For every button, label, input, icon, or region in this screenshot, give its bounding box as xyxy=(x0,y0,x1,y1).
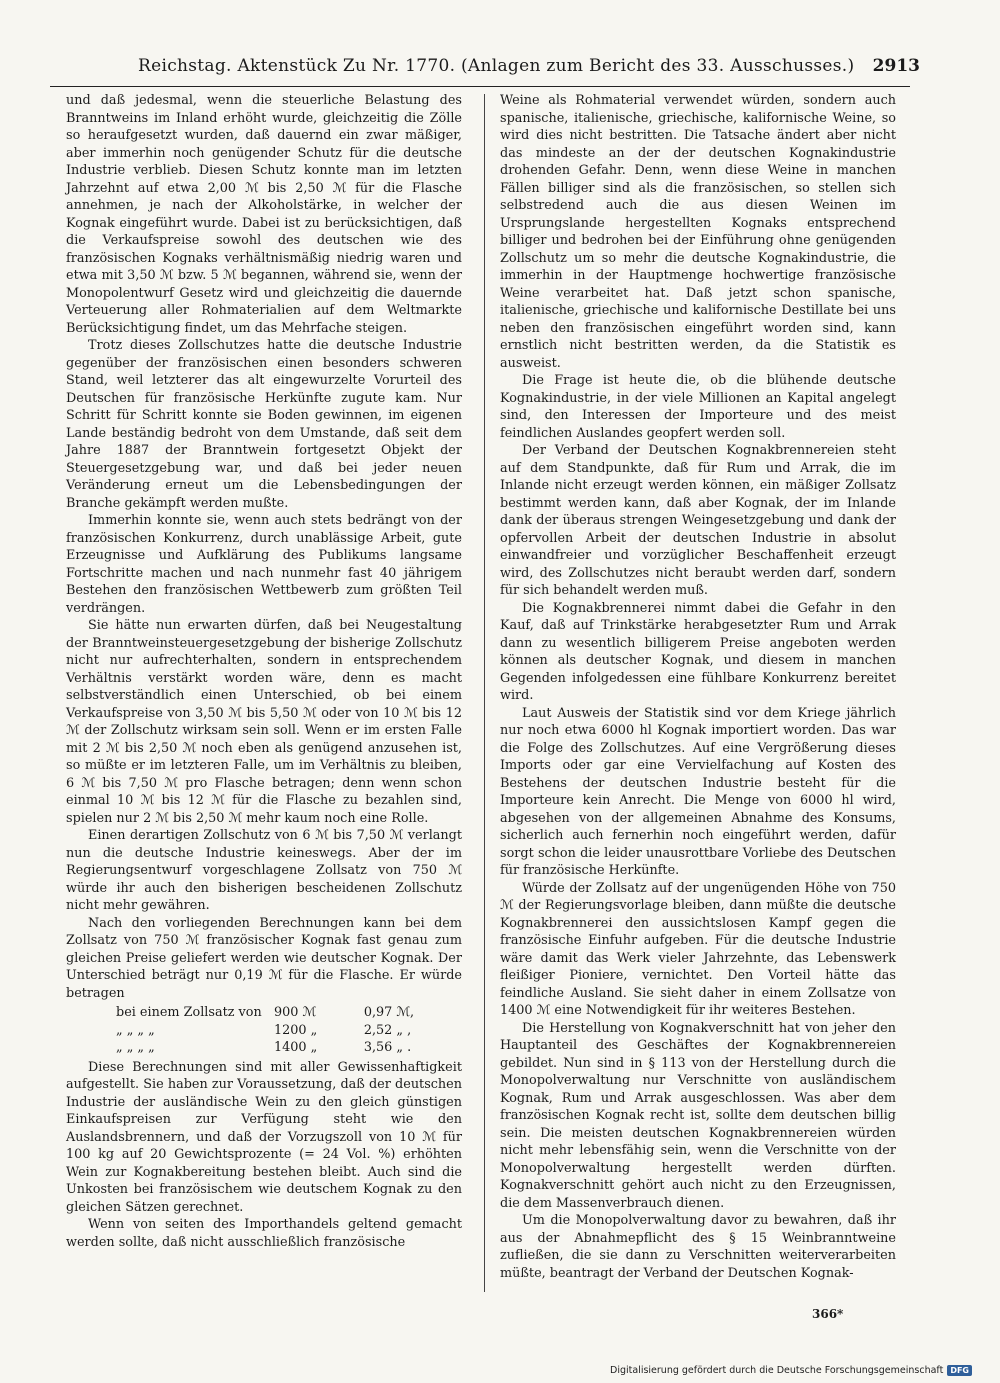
paragraph: Sie hätte nun erwarten dürfen, daß bei Neugestaltung der Branntweinsteuergesetzgebung der bisherige Zollschutz nicht nur aufrechterhalten, sondern in entsprechendem Verhältnis verstärkt worden wäre, denn es macht selbstverständlich einen Unterschied, ob bei einem Verkaufspreise von 3,50 ℳ bis 5,50 ℳ oder von 10 ℳ bis 12 ℳ der Zollschutz wirksam sein soll. Wenn er im ersten Falle mit 2 ℳ bis 2,50 ℳ noch eben als genügend anzusehen ist, so müßte er im letzteren Falle, um im Verhältnis zu bleiben, 6 ℳ bis 7,50 ℳ pro Flasche betragen; denn wenn schon einmal 10 ℳ bis 12 ℳ für die Flasche zu bezahlen sind, spielen nur 2 ℳ bis 2,50 ℳ mehr kaum noch eine Rolle. xyxy=(66,618,462,826)
rate-tariff: 900 ℳ xyxy=(274,1005,317,1020)
paragraph: Der Verband der Deutschen Kognakbrennereien steht auf dem Standpunkte, daß für Rum und Arrak, die im Inlande nicht erzeugt werden können, ein mäßiger Zollsatz bestimmt werden kann, daß aber Kognak, der im Inlande dank der überaus strengen Weingesetzgebung und dank der opfervollen Arbeit der deutschen Industrie in absolut einwandfreier und vorzüglicher Beschaffenheit erzeugt wird, des Zollschutzes nicht beraubt werden darf, sondern für sich behandelt werden muß. xyxy=(500,443,896,598)
paragraph: Diese Berechnungen sind mit aller Gewissenhaftigkeit aufgestellt. Sie haben zur Voraussetzung, daß der deutschen Industrie der ausländische Wein zu den gleich günstigen Einkaufspreisen zur Verfügung steht wie den Auslandsbrennern, und daß der Vorzugszoll von 10 ℳ für 100 kg auf 20 Gewichtsprozente (= 24 Vol. %) erhöhten Wein zur Kognakbereitung bestehen bleibt. Auch sind die Unkosten bei französischem wie deutschem Kognak zu den gleichen Sätzen gerechnet. xyxy=(66,1059,462,1215)
paragraph: und daß jedesmal, wenn die steuerliche Belastung des Branntweins im Inland erhöht wurde, gleichzeitig die Zölle so heraufgesetzt wurden, daß dauernd ein zwar mäßiger, aber immerhin noch genügender Schutz für die deutsche Industrie verblieb. Diesen Schutz konnte man im letzten Jahrzehnt auf etwa 2,00 ℳ bis 2,50 ℳ für die Flasche annehmen, je nach der Alkoholstärke, in welcher der Kognak eingeführt wurde. Dabei ist zu berücksichtigen, daß die Verkaufspreise sowohl des deutschen wie des französischen Kognaks verhältnismäßig niedrig waren und etwa mit 3,50 ℳ bzw. 5 ℳ begannen, während sie, wenn der Monopolentwurf Gesetz wird und gleichzeitig die dauernde Verteuerung aller Rohmaterialien auf dem Weltmarkte Berücksichtigung findet, um das Mehrfache steigen. xyxy=(66,93,462,336)
paragraph: Die Herstellung von Kognakverschnitt hat von jeher den Hauptanteil des Geschäftes der Kognakbrennereien gebildet. Nun sind in § 113 von der Herstellung durch die Monopolverwaltung nur Verschnitte von ausländischem Kognak, Rum und Arrak ausgeschlossen. Was aber dem französischen Kognak recht ist, sollte dem deutschen billig sein. Die meisten deutschen Kognakbrennereien würden nicht mehr lebensfähig sein, wenn die Verschnitte von der Monopolverwaltung hergestellt werden dürften. Kognakverschnitt gehört auch nicht zu den Erzeugnissen, die dem Massenverbrauch dienen. xyxy=(500,1020,896,1211)
rate-tariff: 1400 „ xyxy=(274,1040,318,1055)
page-number: 2913 xyxy=(872,56,920,76)
paragraph: Laut Ausweis der Statistik sind vor dem Kriege jährlich nur noch etwa 6000 hl Kognak importiert worden. Das war die Folge des Zollschutzes. Auf eine Vergrößerung dieses Imports oder gar eine Vervielfachung auf Kosten des Bestehens der deutschen Industrie besteht für die Importeure kein Anrecht. Die Menge von 6000 hl wird, abgesehen von der allgemeinen Abnahme des Konsums, sicherlich auch fernerhin noch eingeführt werden, dafür sorgt schon die leider unausrottbare Vorliebe des Deutschen für französische Herkünfte. xyxy=(500,705,896,878)
tariff-rate-table xyxy=(66,1004,462,1057)
table-row xyxy=(66,1022,462,1040)
footer-credit xyxy=(610,1365,972,1376)
paragraph: Trotz dieses Zollschutzes hatte die deutsche Industrie gegenüber der französischen einen besonders schweren Stand, weil letzterer das alt eingewurzelte Vorurteil des Deutschen für französische Herkünfte zugute kam. Nur Schritt für Schritt konnte sie Boden gewinnen, im eigenen Lande beständig bedroht von dem Umstande, daß seit dem Jahre 1887 der Branntwein fortgesetzt Objekt der Steuergesetzgebung war, und daß bei jeder neuen Veränderung erneut um die Lebensbedingungen der Branche gekämpft werden mußte. xyxy=(66,338,462,511)
paragraph: Weine als Rohmaterial verwendet würden, sondern auch spanische, italienische, griechische, kalifornische Weine, so wird dies nicht bestritten. Die Tatsache ändert aber nicht das mindeste an der der deutschen Kognakindustrie drohenden Gefahr. Denn, wenn diese Weine in manchen Fällen billiger sind als die französischen, so stellen sich selbstredend auch die aus diesen Weinen im Ursprungslande hergestellten Kognaks entsprechend billiger und bedrohen bei der Einführung ohne genügenden Zollschutz um so mehr die deutsche Kognakindustrie, die immerhin in der Hauptmenge hochwertige französische Weine verarbeitet hat. Daß jetzt schon spanische, italienische, griechische und kalifornische Destillate bei uns neben den französischen eingeführt worden sind, kann ernstlich nicht bestritten werden, da die Statistik es ausweist. xyxy=(500,93,896,371)
paragraph: Die Kognakbrennerei nimmt dabei die Gefahr in den Kauf, daß auf Trinkstärke herabgesetzter Rum und Arrak dann zu wesentlich billigerem Preise angeboten werden können als deutscher Kognak, und diesem in manchen Gegenden infolgedessen eine fühlbare Konkurrenz bereitet wird. xyxy=(500,600,896,703)
right-column xyxy=(500,92,896,1282)
rate-label: „ „ „ „ xyxy=(116,1040,155,1055)
footer-text: Digitalisierung gefördert durch die Deutsche Forschungsgemeinschaft xyxy=(610,1365,944,1376)
paragraph: Immerhin konnte sie, wenn auch stets bedrängt von der französischen Konkurrenz, durch unablässige Arbeit, gute Erzeugnisse und Aufklärung des Publikums langsame Fortschritte machen und nach nunmehr fast 40 jährigem Bestehen den französischen Wettbewerb zum größten Teil verdrängen. xyxy=(66,513,462,616)
rate-label: bei einem Zollsatz von xyxy=(116,1005,262,1020)
paragraph: Um die Monopolverwaltung davor zu bewahren, daß ihr aus der Abnahmepflicht des § 15 Weinbranntweine zufließen, die sie dann zu Verschnitten weiterverarbeiten müßte, beantragt der Verband der Deutschen Kognak- xyxy=(500,1213,896,1281)
dfg-logo-icon: DFG xyxy=(947,1365,972,1376)
rate-difference: 3,56 „ . xyxy=(363,1040,412,1055)
table-row xyxy=(66,1004,462,1022)
paragraph: Würde der Zollsatz auf der ungenügenden Höhe von 750 ℳ der Regierungsvorlage bleiben, dann müßte die deutsche Kognakbrennerei den aussichtslosen Kampf gegen die französische Einfuhr aufgeben. Für die deutsche Industrie wäre damit das Werk vieler Jahrzehnte, das Lebenswerk fleißiger Pioniere, vernichtet. Den Vorteil hätte das feindliche Ausland. Sie sieht daher in einem Zollsatze von 1400 ℳ eine Notwendigkeit für ihr weiteres Bestehen. xyxy=(500,880,896,1018)
paragraph: Die Frage ist heute die, ob die blühende deutsche Kognakindustrie, in der viele Millionen an Kapital angelegt sind, den Interessen der Importeure und des meist feindlichen Auslandes geopfert werden soll. xyxy=(500,373,896,441)
paragraph: Nach den vorliegenden Berechnungen kann bei dem Zollsatz von 750 ℳ französischer Kognak fast genau zum gleichen Preise geliefert werden wie deutscher Kognak. Der Unterschied beträgt nur 0,19 ℳ für die Flasche. Er würde betragen xyxy=(66,915,462,1001)
rate-difference: 0,97 ℳ, xyxy=(363,1005,415,1020)
rate-tariff: 1200 „ xyxy=(274,1022,318,1038)
rate-label: „ „ „ „ xyxy=(116,1022,155,1038)
column-divider xyxy=(484,94,485,1292)
table-row xyxy=(66,1039,462,1057)
left-column xyxy=(66,92,462,1251)
paragraph: Wenn von seiten des Importhandels geltend gemacht werden sollte, daß nicht ausschließlich französische xyxy=(66,1217,462,1250)
paragraph: Einen derartigen Zollschutz von 6 ℳ bis 7,50 ℳ verlangt nun die deutsche Industrie keineswegs. Aber der im Regierungsentwurf vorgeschlagene Zollsatz von 750 ℳ würde ihr auch den bisherigen bescheidenen Zollschutz nicht mehr gewähren. xyxy=(66,828,462,913)
page-header xyxy=(50,52,920,87)
sheet-number: 366* xyxy=(812,1307,844,1321)
header-title: Reichstag. Aktenstück Zu Nr. 1770. (Anlagen zum Bericht des 33. Ausschusses.) xyxy=(138,56,855,76)
rate-difference: 2,52 „ , xyxy=(363,1022,412,1038)
